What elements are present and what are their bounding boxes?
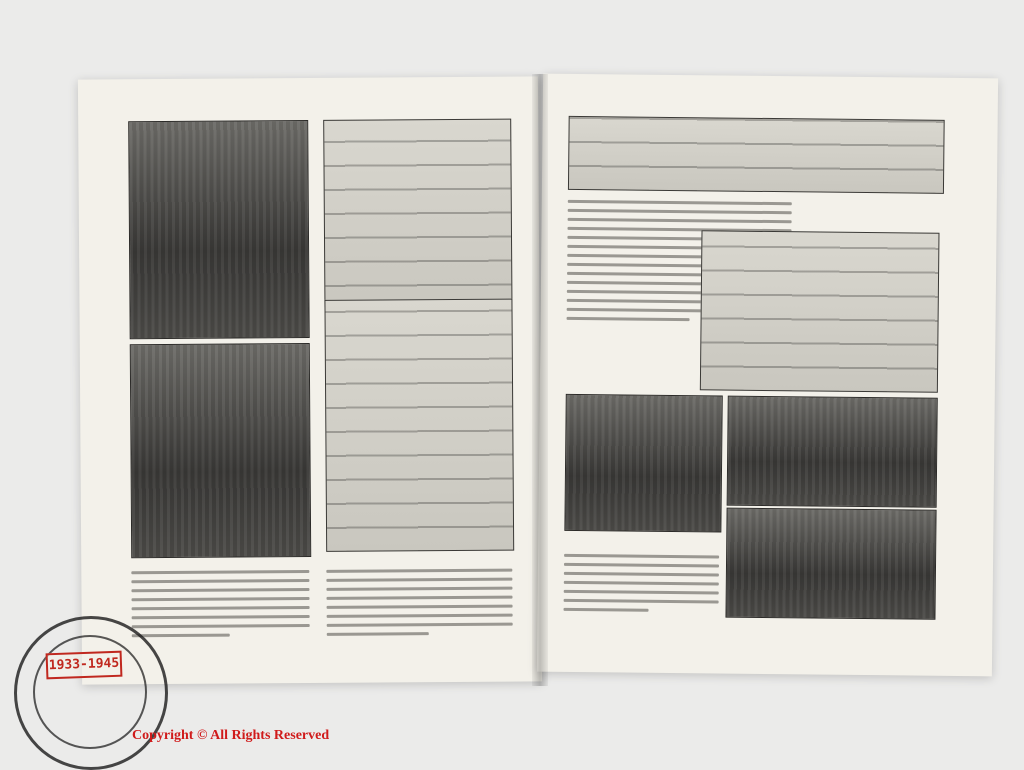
photo-workers xyxy=(564,394,722,533)
left-column-text xyxy=(131,570,309,643)
right-page xyxy=(537,74,998,677)
page-gutter xyxy=(532,74,548,686)
collector-stamp xyxy=(14,616,168,770)
bar-infographic xyxy=(700,230,940,392)
photo-farm xyxy=(725,508,936,620)
copyright-notice: Copyright © All Rights Reserved xyxy=(132,728,330,743)
banner-infographic xyxy=(568,116,945,194)
photo-top-left xyxy=(128,120,310,339)
right-column-text xyxy=(326,569,512,642)
left-page xyxy=(78,76,542,684)
lower-text xyxy=(563,554,719,619)
stamp-years: 1933-1945 xyxy=(46,651,123,680)
illustrated-infographic-bottom xyxy=(324,299,514,552)
illustrated-infographic-top xyxy=(323,119,512,310)
photo-parade xyxy=(727,396,938,508)
photo-bottom-left xyxy=(130,343,311,558)
